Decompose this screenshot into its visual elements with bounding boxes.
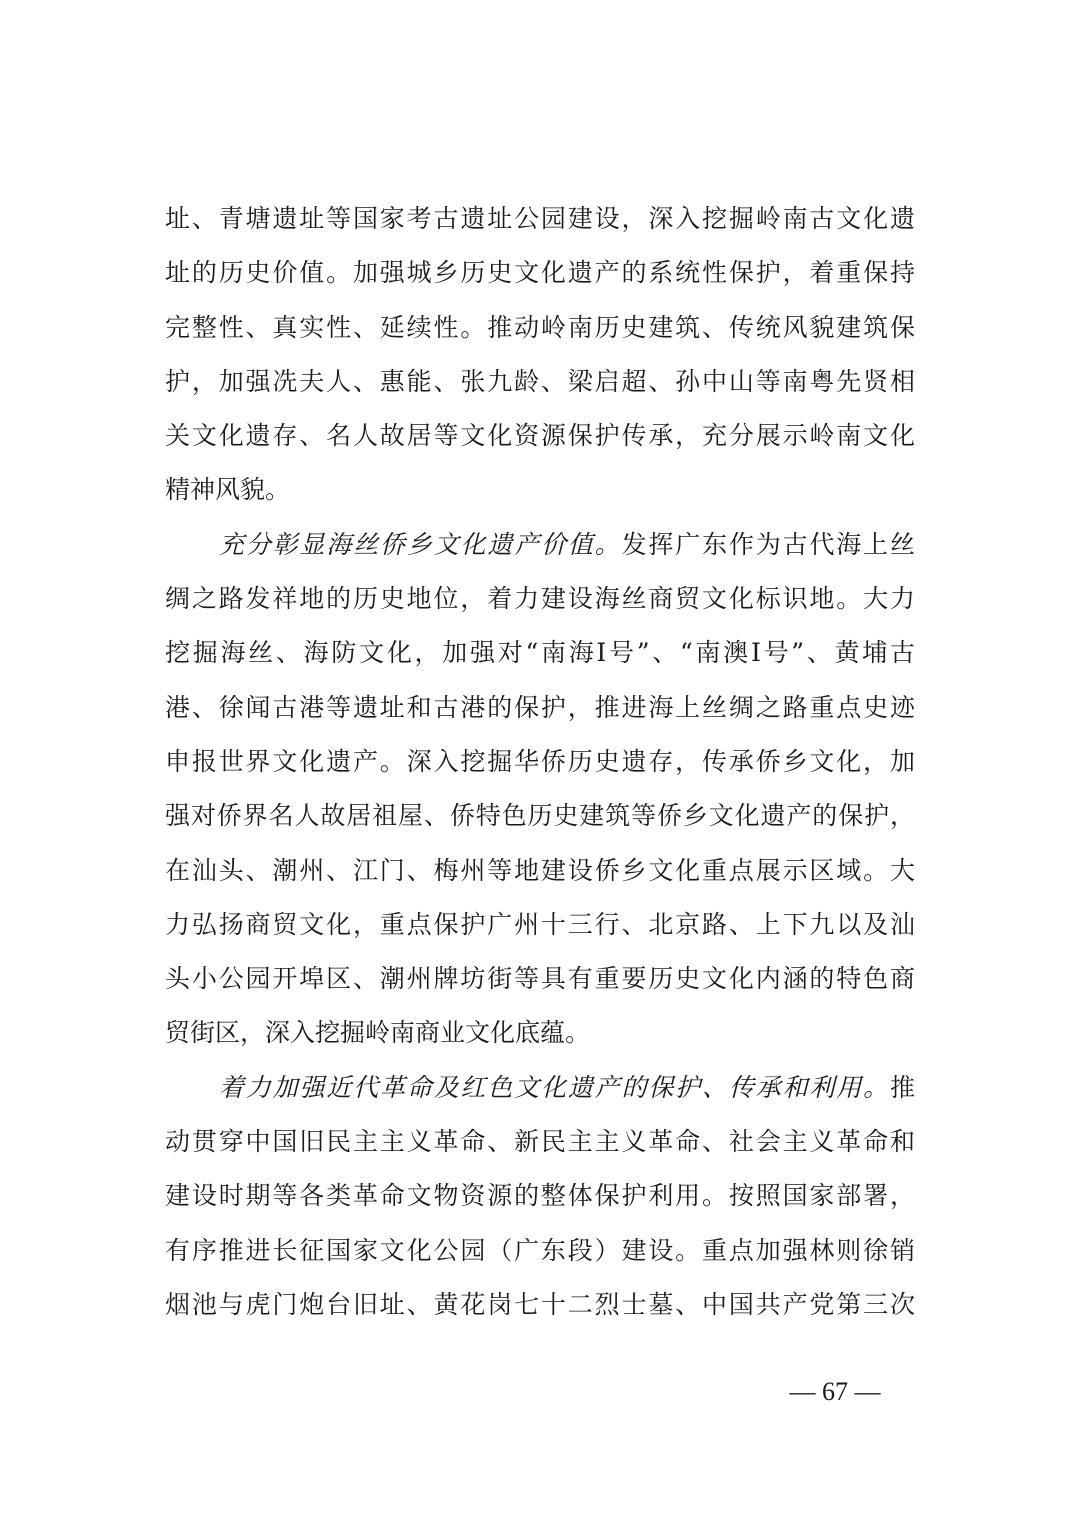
text-line: 挖掘海丝、海防文化，加强对“南海Ⅰ号”、“南澳Ⅰ号”、黄埔古 <box>165 638 915 668</box>
paragraph-text: 发挥广东作为古代海上丝 <box>621 529 915 559</box>
paragraph-first-line <box>165 1061 915 1115</box>
text-line: 力弘扬商贸文化，重点保护广州十三行、北京路、上下九以及汕 <box>165 909 915 939</box>
text-line: 址、青塘遗址等国家考古遗址公园建设，深入挖掘岭南古文化遗 <box>165 204 915 233</box>
page-number: — 67 — <box>789 1377 881 1406</box>
text-line: 有序推进长征国家文化公园（广东段）建设。重点加强林则徐销 <box>165 1235 915 1265</box>
text-line: 动贯穿中国旧民主主义革命、新民主主义革命、社会主义革命和 <box>165 1127 915 1157</box>
text-line: 绸之路发祥地的历史地位，着力建设海丝商贸文化标识地。大力 <box>165 584 915 614</box>
text-line: 申报世界文化遗产。深入挖掘华侨历史遗存，传承侨乡文化，加 <box>165 746 915 776</box>
text-line: 护，加强冼夫人、惠能、张九龄、梁启超、孙中山等南粤先贤相 <box>165 366 915 396</box>
text-line: 建设时期等各类革命文物资源的整体保护利用。按照国家部署， <box>165 1181 915 1211</box>
paragraph-heading: 着力加强近代革命及红色文化遗产的保护、传承和利用。 <box>219 1072 890 1102</box>
text-line: 港、徐闻古港等遗址和古港的保护，推进海上丝绸之路重点史迹 <box>165 692 915 722</box>
text-line: 强对侨界名人故居祖屋、侨特色历史建筑等侨乡文化遗产的保护， <box>165 801 915 831</box>
body-text <box>165 192 915 1332</box>
text-line: 贸街区，深入挖掘岭南商业文化底蕴。 <box>165 1018 591 1048</box>
paragraph-first-line <box>165 518 915 572</box>
text-line: 烟池与虎门炮台旧址、黄花岗七十二烈士墓、中国共产党第三次 <box>165 1289 915 1319</box>
text-line: 头小公园开埠区、潮州牌坊街等具有重要历史文化内涵的特色商 <box>165 964 915 994</box>
text-line: 精神风貌。 <box>165 475 291 505</box>
text-line: 关文化遗存、名人故居等文化资源保护传承，充分展示岭南文化 <box>165 421 915 451</box>
text-line: 址的历史价值。加强城乡历史文化遗产的系统性保护，着重保持 <box>165 258 915 288</box>
text-line: 在汕头、潮州、江门、梅州等地建设侨乡文化重点展示区域。大 <box>165 855 915 885</box>
paragraph-heading: 充分彰显海丝侨乡文化遗产价值。 <box>219 529 622 559</box>
paragraph-text: 推 <box>889 1072 915 1102</box>
text-line: 完整性、真实性、延续性。推动岭南历史建筑、传统风貌建筑保 <box>165 312 915 342</box>
